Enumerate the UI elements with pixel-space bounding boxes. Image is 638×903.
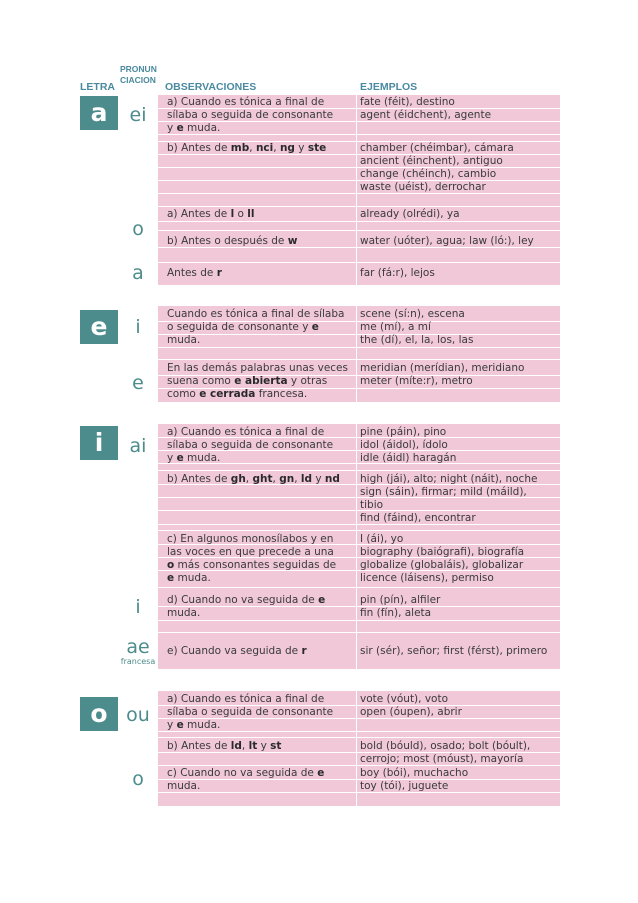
ej-o-row2: bold (bóuld), osado; bolt (bóult), cerrojo; most (móust), mayoría — [360, 740, 531, 765]
ej-i-row4: pin (pín), alfiler fin (fín), aleta — [360, 594, 441, 619]
obs-i-row4: d) Cuando no va seguida de e muda. — [167, 594, 326, 619]
ej-i-row1: pine (páin), pino idol (áidol), ídolo idle (áidl) haragán — [360, 426, 457, 464]
ej-e-row1: scene (sí:n), escena me (mí), a mí the (dí), el, la, los, las — [360, 308, 474, 346]
ej-o-row1: vote (vóut), voto open (óupen), abrir — [360, 693, 462, 718]
obs-a-row5: Antes de r — [167, 267, 222, 279]
pron-i-ae-francesa: francesa — [120, 657, 156, 666]
section-o-divider — [356, 691, 357, 806]
header-pron-line2: CIACION — [120, 75, 156, 85]
ej-a-row1: fate (féit), destino agent (éidchent), agente — [360, 96, 492, 121]
header-letra: LETRA — [80, 81, 115, 93]
pron-e-e: e — [132, 372, 144, 394]
obs-a-row1: a) Cuando es tónica a final de sílaba o seguida de consonante y e muda. — [167, 96, 334, 134]
header-pronunciacion — [120, 64, 157, 86]
pron-o-o: o — [132, 768, 144, 790]
obs-a-row4: b) Antes o después de w — [167, 235, 298, 247]
pron-a-ei: ei — [129, 104, 147, 126]
obs-i-row2: b) Antes de gh, ght, gn, ld y nd — [167, 473, 340, 485]
obs-a-row2: b) Antes de mb, nci, ng y ste — [167, 142, 327, 154]
header-ejemplos: EJEMPLOS — [360, 81, 418, 93]
obs-o-row1: a) Cuando es tónica a final de sílaba o seguida de consonante y e muda. — [167, 693, 334, 731]
obs-a-row3: a) Antes de l o ll — [167, 208, 255, 220]
pron-o-ou: ou — [126, 704, 150, 726]
letter-a: a — [80, 96, 118, 130]
pron-e-i: i — [135, 316, 141, 338]
pron-i-i: i — [135, 596, 141, 618]
ej-a-row5: far (fá:r), lejos — [360, 267, 435, 279]
obs-i-row5: e) Cuando va seguida de r — [167, 645, 307, 657]
obs-e-row1: Cuando es tónica a final de sílaba o seguida de consonante y e muda. — [167, 308, 345, 346]
pron-a-a: a — [132, 262, 144, 284]
ej-e-row2: meridian (merídian), meridiano meter (míte:r), metro — [360, 362, 525, 387]
ej-a-row3: already (olrédi), ya — [360, 208, 460, 220]
obs-o-row2: b) Antes de ld, lt y st — [167, 740, 282, 752]
obs-e-row2: En las demás palabras unas veces suena como e abierta y otras como e cerrada francesa. — [167, 362, 348, 400]
ej-i-row2: high (jái), alto; night (náit), noche sign (sáin), firmar; mild (máild), tibio find (fáind), encontrar — [360, 473, 538, 524]
pron-a-o: o — [132, 218, 144, 240]
ej-a-row2: chamber (chéimbar), cámara ancient (éinchent), antiguo change (chéinch), cambio waste (uéist), derrochar — [360, 142, 514, 193]
ej-i-row3: I (ái), yo biography (baiógrafi), biografía globalize (globaláis), globalizar licence (láisens), permiso — [360, 533, 525, 584]
ej-a-row4: water (uóter), agua; law (ló:), ley — [360, 235, 534, 247]
header-pron-line1: PRONUN — [120, 64, 157, 74]
pron-i-ae: ae — [126, 636, 150, 658]
letter-e: e — [80, 310, 118, 344]
header-observaciones: OBSERVACIONES — [165, 81, 257, 93]
letter-o: o — [80, 697, 118, 731]
ej-i-row5: sir (sér), señor; first (férst), primero — [360, 645, 548, 657]
pron-i-ai: ai — [129, 435, 147, 457]
letter-i: i — [80, 426, 118, 460]
obs-i-row1: a) Cuando es tónica a final de sílaba o seguida de consonante y e muda. — [167, 426, 334, 464]
obs-i-row3: c) En algunos monosílabos y en las voces en que precede a una o más consonantes seguidas de e muda. — [167, 533, 337, 584]
ej-o-row3: boy (bói), muchacho toy (tói), juguete — [360, 767, 469, 792]
section-a-divider — [356, 95, 357, 285]
obs-o-row3: c) Cuando no va seguida de e muda. — [167, 767, 325, 792]
